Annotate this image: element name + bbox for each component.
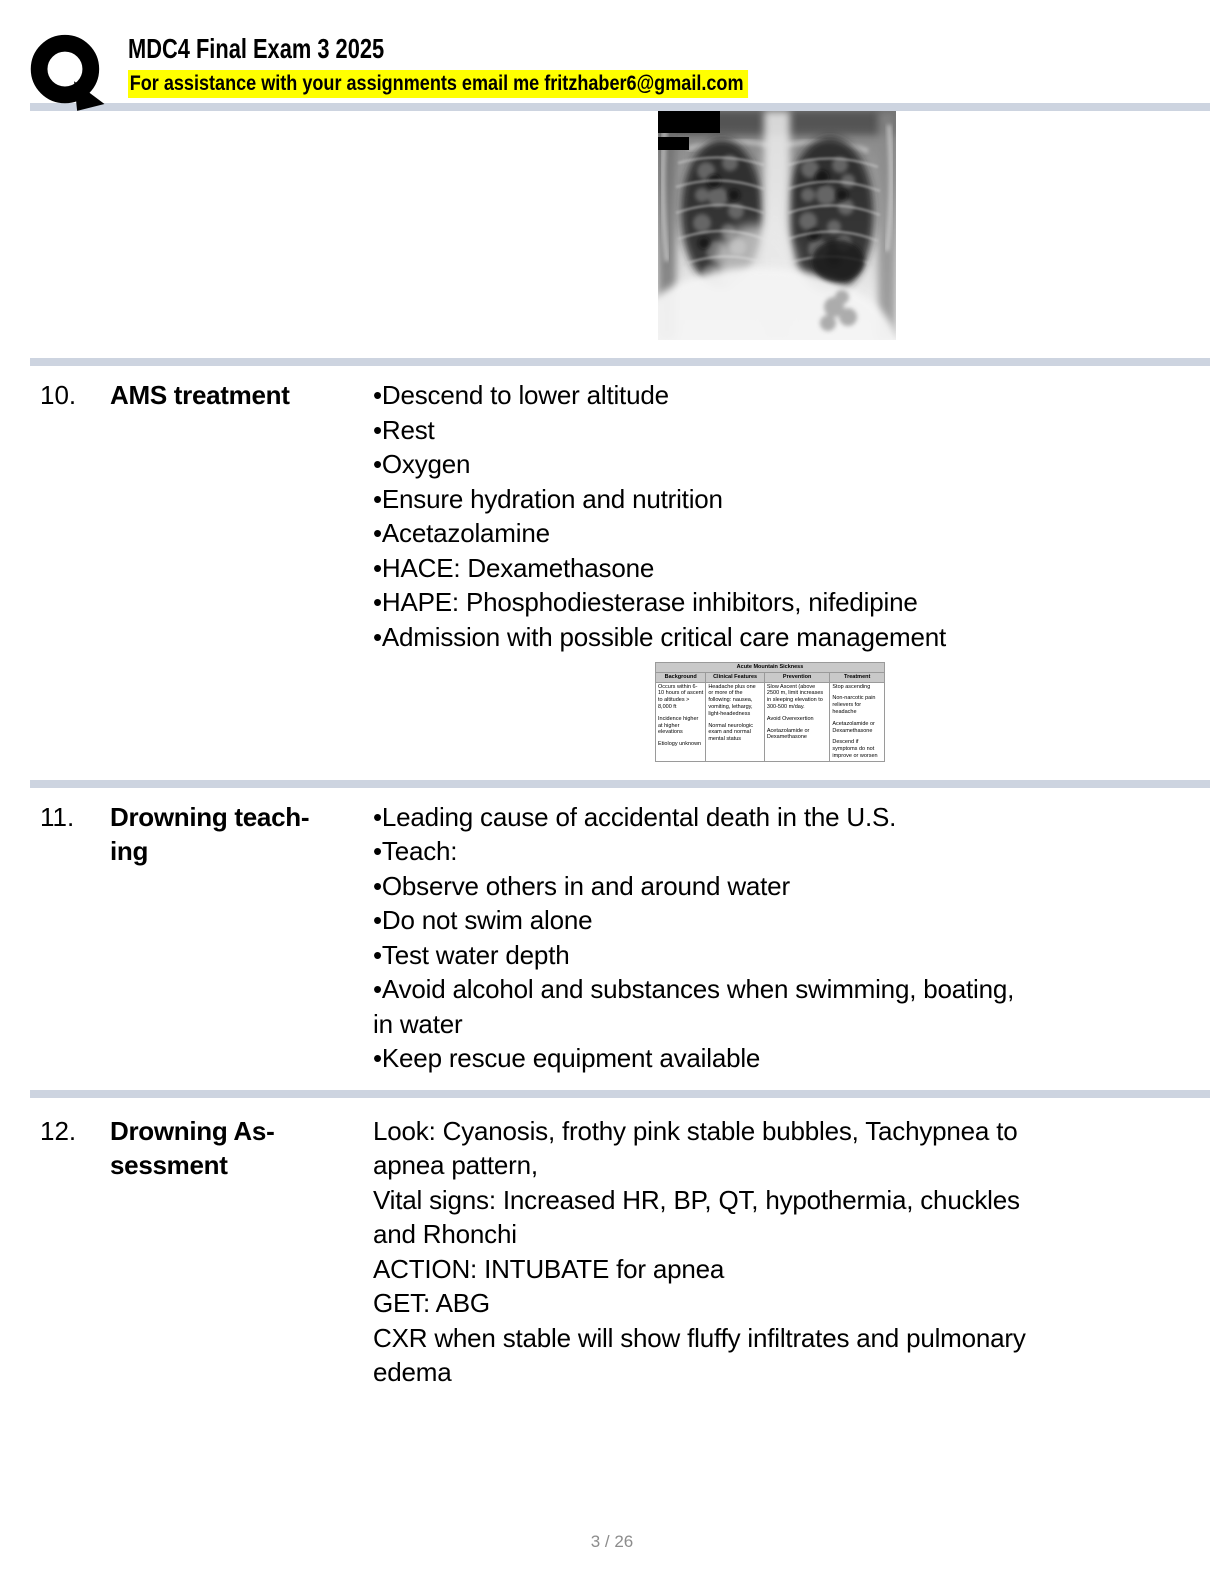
section-divider bbox=[30, 358, 1210, 366]
card-definition bbox=[373, 378, 1204, 762]
card-term bbox=[110, 800, 373, 1076]
ams-table-title: Acute Mountain Sickness bbox=[656, 663, 885, 673]
bullet-line: •HACE: Dexamethasone bbox=[373, 552, 655, 583]
ams-text: Acetazolamide or Dexamethasone bbox=[832, 720, 875, 734]
ams-cell-prevention bbox=[764, 682, 829, 761]
bullet-line: •Ensure hydration and nutrition bbox=[373, 483, 723, 514]
definition-line: GET: ABG bbox=[373, 1288, 490, 1319]
ams-text: Descend if symptoms do not improve or worsen bbox=[832, 739, 878, 759]
page-indicator: 3 / 26 bbox=[590, 1532, 634, 1551]
ams-cell-background bbox=[656, 682, 706, 761]
card-definition bbox=[373, 1114, 1204, 1390]
definition-line: apnea pattern, bbox=[373, 1150, 538, 1181]
ams-text: Headache plus one or more of the following: nausea, vomiting, lethargy, light-headedness bbox=[708, 683, 756, 717]
bullet-continuation-line: in water bbox=[373, 1008, 463, 1039]
term-line: Drowning As- bbox=[110, 1115, 275, 1146]
ams-text: Normal neurologic exam and normal mental status bbox=[708, 722, 753, 743]
ams-table-col-clinical: Clinical Features bbox=[706, 672, 765, 682]
card-item-10 bbox=[0, 366, 1224, 780]
card-term bbox=[110, 378, 373, 762]
bullet-line: •Acetazolamine bbox=[373, 518, 550, 548]
term-line: AMS treatment bbox=[110, 380, 290, 410]
section-divider bbox=[30, 1090, 1210, 1098]
assistance-note: For assistance with your assignments email me fritzhaber6@gmail.com bbox=[128, 70, 748, 98]
ams-text: Occurs within 6-10 hours of ascent to altitudes > 8,000 ft bbox=[658, 683, 704, 710]
ams-table-col-prevention: Prevention bbox=[764, 672, 829, 682]
definition-line: Vital signs: Increased HR, BP, QT, hypothermia, chuckles bbox=[373, 1184, 1020, 1215]
ams-cell-clinical bbox=[706, 682, 765, 761]
definition-line: CXR when stable will show fluffy infiltrates and pulmonary bbox=[373, 1322, 1026, 1353]
term-line: ing bbox=[110, 835, 149, 866]
card-item-11 bbox=[0, 788, 1224, 1090]
card-definition bbox=[373, 800, 1204, 1076]
card-number: 10. bbox=[40, 380, 77, 410]
ams-table-col-background: Background bbox=[656, 672, 706, 682]
card-number: 11. bbox=[40, 801, 75, 832]
bullet-line: •Avoid alcohol and substances when swimming, boating, bbox=[373, 974, 1015, 1005]
ams-table-col-treatment: Treatment bbox=[830, 672, 885, 682]
card-term bbox=[110, 1114, 373, 1390]
ams-text: Avoid Overexertion bbox=[766, 715, 814, 722]
chest-xray-image bbox=[658, 111, 896, 340]
bullet-line: •HAPE: Phosphodiesterase inhibitors, nifedipine bbox=[373, 587, 918, 617]
section-divider bbox=[30, 103, 1210, 111]
definition-line: and Rhonchi bbox=[373, 1219, 517, 1250]
bullet-line: •Rest bbox=[373, 414, 435, 445]
ams-text: Acetazolamide or Dexamethasone bbox=[766, 727, 810, 741]
definition-line: Look: Cyanosis, frothy pink stable bubbles, Tachypnea to bbox=[373, 1115, 1018, 1146]
section-divider bbox=[30, 780, 1210, 788]
ams-cell-treatment bbox=[830, 682, 885, 761]
ams-text: Slow Ascent (above 2500 m, limit increases in sleeping elevation to 300-500 m/day. bbox=[766, 683, 824, 710]
ams-text: Etiology unknown bbox=[658, 741, 702, 748]
card-number: 12. bbox=[40, 1115, 77, 1146]
bullet-line: •Oxygen bbox=[373, 449, 471, 479]
ams-text: Incidence higher at higher elevations bbox=[658, 715, 699, 736]
bullet-line: •Observe others in and around water bbox=[373, 870, 790, 901]
ams-text: Stop ascending bbox=[832, 683, 871, 690]
ams-text: Non-narcotic pain relievers for headache bbox=[832, 695, 876, 715]
bullet-line: •Keep rescue equipment available bbox=[373, 1043, 761, 1074]
document-header bbox=[0, 0, 1224, 103]
term-line: Drowning teach- bbox=[110, 801, 310, 832]
q-logo-icon bbox=[30, 33, 106, 115]
card-item-12 bbox=[0, 1098, 1224, 1414]
term-line: sessment bbox=[110, 1149, 228, 1180]
bullet-line: •Test water depth bbox=[373, 939, 570, 970]
document-title: MDC4 Final Exam 3 2025 bbox=[128, 33, 385, 64]
bullet-line: •Descend to lower altitude bbox=[373, 380, 669, 410]
chest-xray-graphic bbox=[658, 111, 896, 340]
bullet-line: •Leading cause of accidental death in the U.S. bbox=[373, 801, 897, 832]
ams-reference-table bbox=[655, 662, 885, 762]
page-footer bbox=[0, 1532, 1224, 1552]
header-text-block bbox=[0, 0, 1224, 98]
definition-line: edema bbox=[373, 1357, 452, 1388]
bullet-line: •Teach: bbox=[373, 836, 458, 867]
bullet-line: •Admission with possible critical care management bbox=[373, 621, 946, 652]
definition-line: ACTION: INTUBATE for apnea bbox=[373, 1253, 725, 1284]
bullet-line: •Do not swim alone bbox=[373, 905, 593, 936]
